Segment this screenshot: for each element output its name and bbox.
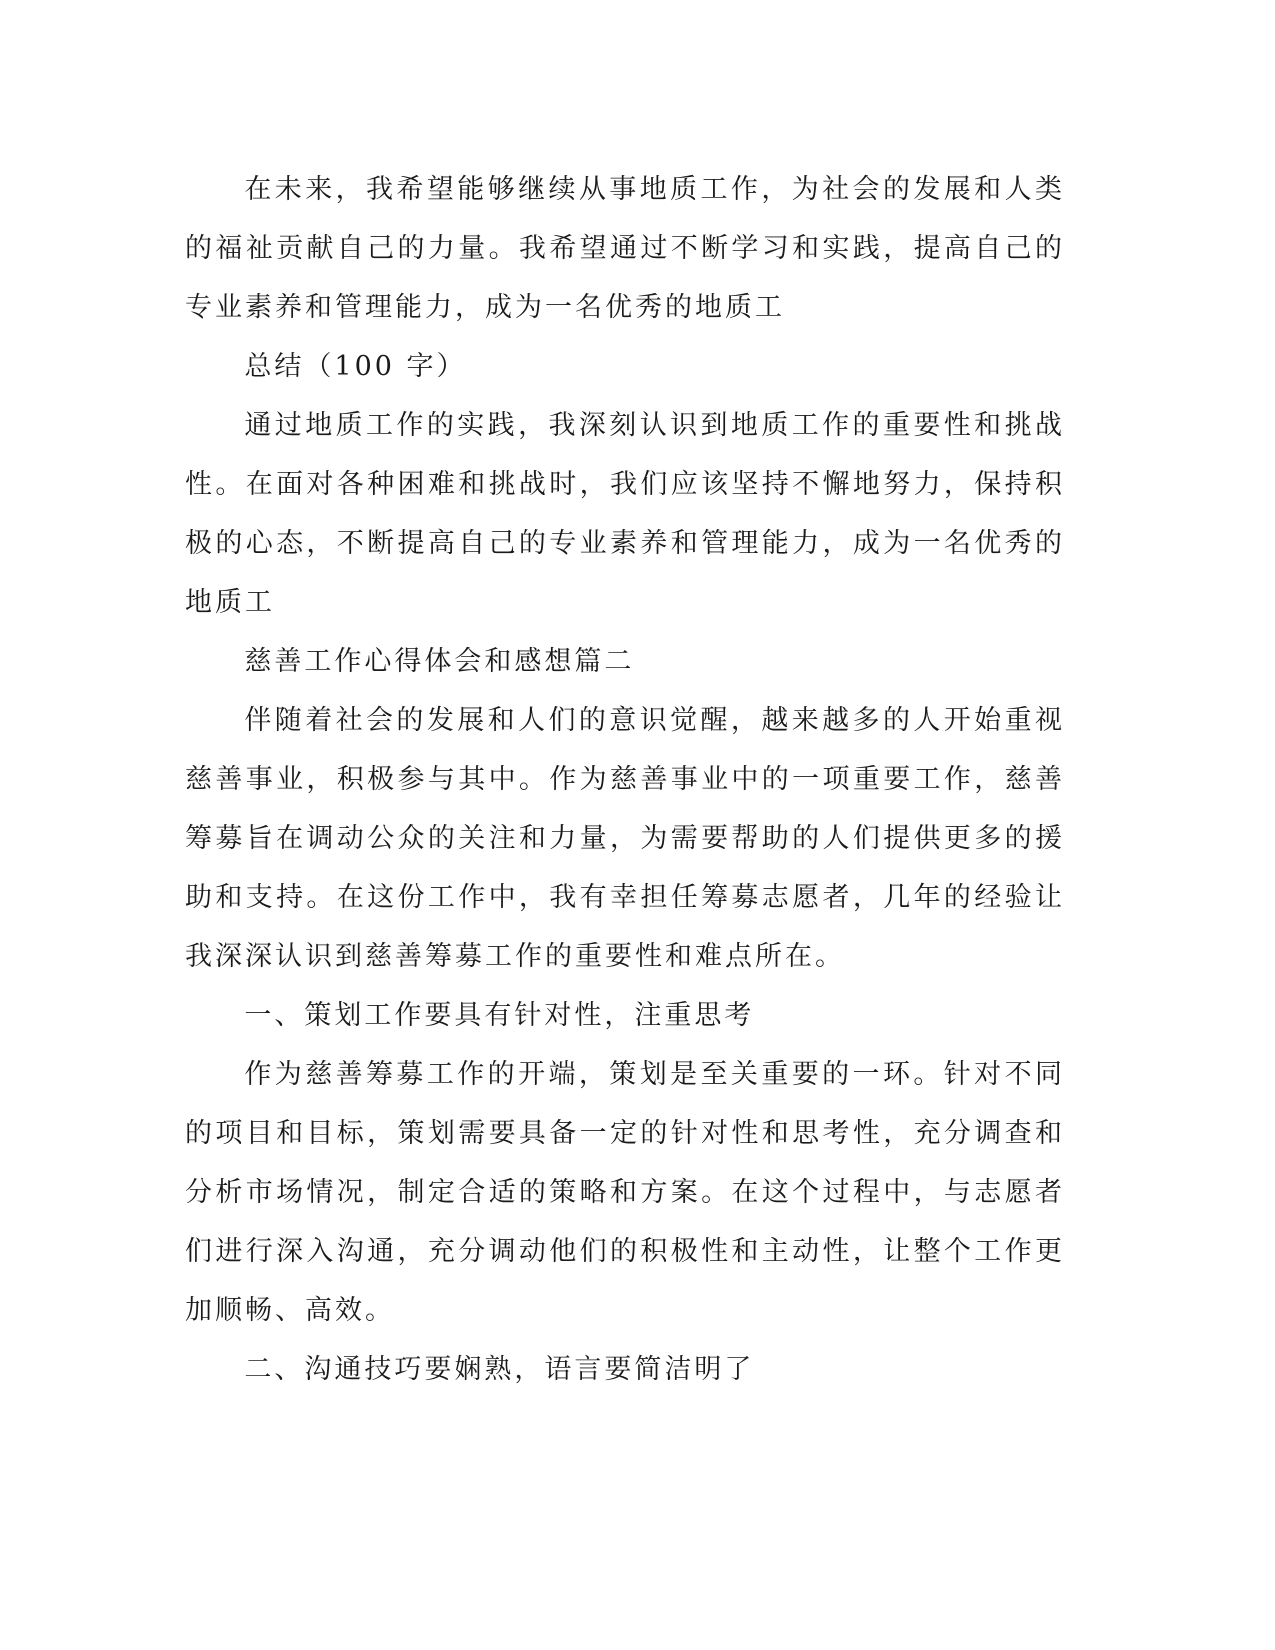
heading-section-two: 二、沟通技巧要娴熟，语言要简洁明了 xyxy=(244,1354,755,1385)
heading-summary: 总结（100 字） xyxy=(244,351,467,382)
heading-section-one: 一、策划工作要具有针对性，注重思考 xyxy=(244,1000,755,1031)
document-body xyxy=(185,160,1065,1399)
paragraph-summary: 通过地质工作的实践，我深刻认识到地质工作的重要性和挑战性。在面对各种困难和挑战时，我们应该坚持不懈地努力，保持积极的心态，不断提高自己的专业素养和管理能力，成为一名优秀的地质工 xyxy=(185,410,1065,618)
heading-charity-part-two: 慈善工作心得体会和感想篇二 xyxy=(244,646,635,677)
paragraph-section-one: 作为慈善筹募工作的开端，策划是至关重要的一环。针对不同的项目和目标，策划需要具备一定的针对性和思考性，充分调查和分析市场情况，制定合适的策略和方案。在这个过程中，与志愿者们进行深入沟通，充分调动他们的积极性和主动性，让整个工作更加顺畅、高效。 xyxy=(185,1059,1065,1326)
paragraph-future-hopes: 在未来，我希望能够继续从事地质工作，为社会的发展和人类的福祉贡献自己的力量。我希望通过不断学习和实践，提高自己的专业素养和管理能力，成为一名优秀的地质工 xyxy=(185,174,1065,323)
paragraph-charity-intro: 伴随着社会的发展和人们的意识觉醒，越来越多的人开始重视慈善事业，积极参与其中。作为慈善事业中的一项重要工作，慈善筹募旨在调动公众的关注和力量，为需要帮助的人们提供更多的援助和支持。在这份工作中，我有幸担任筹募志愿者，几年的经验让我深深认识到慈善筹募工作的重要性和难点所在。 xyxy=(185,705,1065,972)
